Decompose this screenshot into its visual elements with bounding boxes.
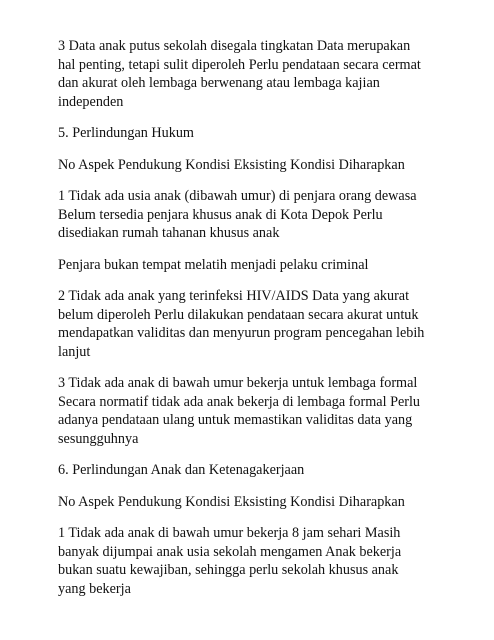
text-line: 5. Perlindungan Hukum bbox=[58, 125, 194, 141]
paragraph-anak-bekerja bbox=[58, 524, 478, 598]
text-line: lanjut bbox=[58, 343, 91, 360]
text-line: 1 Tidak ada usia anak (dibawah umur) di penjara orang dewasa bbox=[58, 188, 417, 204]
text-line: 2 Tidak ada anak yang terinfeksi HIV/AIDS Data yang akurat bbox=[58, 288, 410, 304]
text-line: yang bekerja bbox=[58, 580, 131, 597]
paragraph-data-anak-putus-sekolah bbox=[58, 37, 478, 111]
text-line: No Aspek Pendukung Kondisi Eksisting Kondisi Diharapkan bbox=[58, 156, 405, 173]
text-line: 3 Tidak ada anak di bawah umur bekerja untuk lembaga formal bbox=[58, 375, 418, 391]
text-line: disediakan rumah tahanan khusus anak bbox=[58, 225, 280, 241]
text-line: 6. Perlindungan Anak dan Ketenagakerjaan bbox=[58, 462, 305, 478]
text-line: 1 Tidak ada anak di bawah umur bekerja 8 jam sehari Masih bbox=[58, 525, 401, 541]
text-line: adanya pendataan ulang untuk memastikan validitas data yang bbox=[58, 412, 413, 428]
section-heading-perlindungan-hukum bbox=[58, 124, 478, 143]
paragraph-hiv-aids bbox=[58, 287, 478, 361]
text-line: belum diperoleh Perlu dilakukan pendataan secara akurat untuk bbox=[58, 306, 419, 323]
text-line: banyak dijumpai anak usia sekolah mengamen Anak bekerja bbox=[58, 543, 402, 560]
text-line: independen bbox=[58, 93, 124, 110]
text-line: No Aspek Pendukung Kondisi Eksisting Kondisi Diharapkan bbox=[58, 493, 405, 510]
document-page bbox=[58, 37, 478, 611]
paragraph-penjara-bukan-tempat bbox=[58, 256, 478, 275]
text-line: Penjara bukan tempat melatih menjadi pelaku criminal bbox=[58, 256, 369, 273]
text-line: 3 Data anak putus sekolah disegala tingkatan Data merupakan bbox=[58, 38, 411, 54]
text-line: Secara normatif tidak ada anak bekerja di lembaga formal Perlu bbox=[58, 393, 421, 410]
paragraph-penjara-anak bbox=[58, 187, 478, 243]
text-line: dan akurat oleh lembaga berwenang atau lembaga kajian bbox=[58, 75, 380, 91]
table-header-line bbox=[58, 493, 478, 512]
table-header-line bbox=[58, 156, 478, 175]
text-line: mendapatkan validitas dan menyurun program pencegahan lebih bbox=[58, 325, 425, 341]
text-line: Belum tersedia penjara khusus anak di Kota Depok Perlu bbox=[58, 206, 383, 223]
paragraph-lembaga-formal bbox=[58, 374, 478, 448]
section-heading-ketenagakerjaan bbox=[58, 461, 478, 480]
text-line: bukan suatu kewajiban, sehingga perlu sekolah khusus anak bbox=[58, 562, 399, 578]
text-line: sesungguhnya bbox=[58, 430, 139, 447]
text-line: hal penting, tetapi sulit diperoleh Perlu pendataan secara cermat bbox=[58, 56, 421, 73]
